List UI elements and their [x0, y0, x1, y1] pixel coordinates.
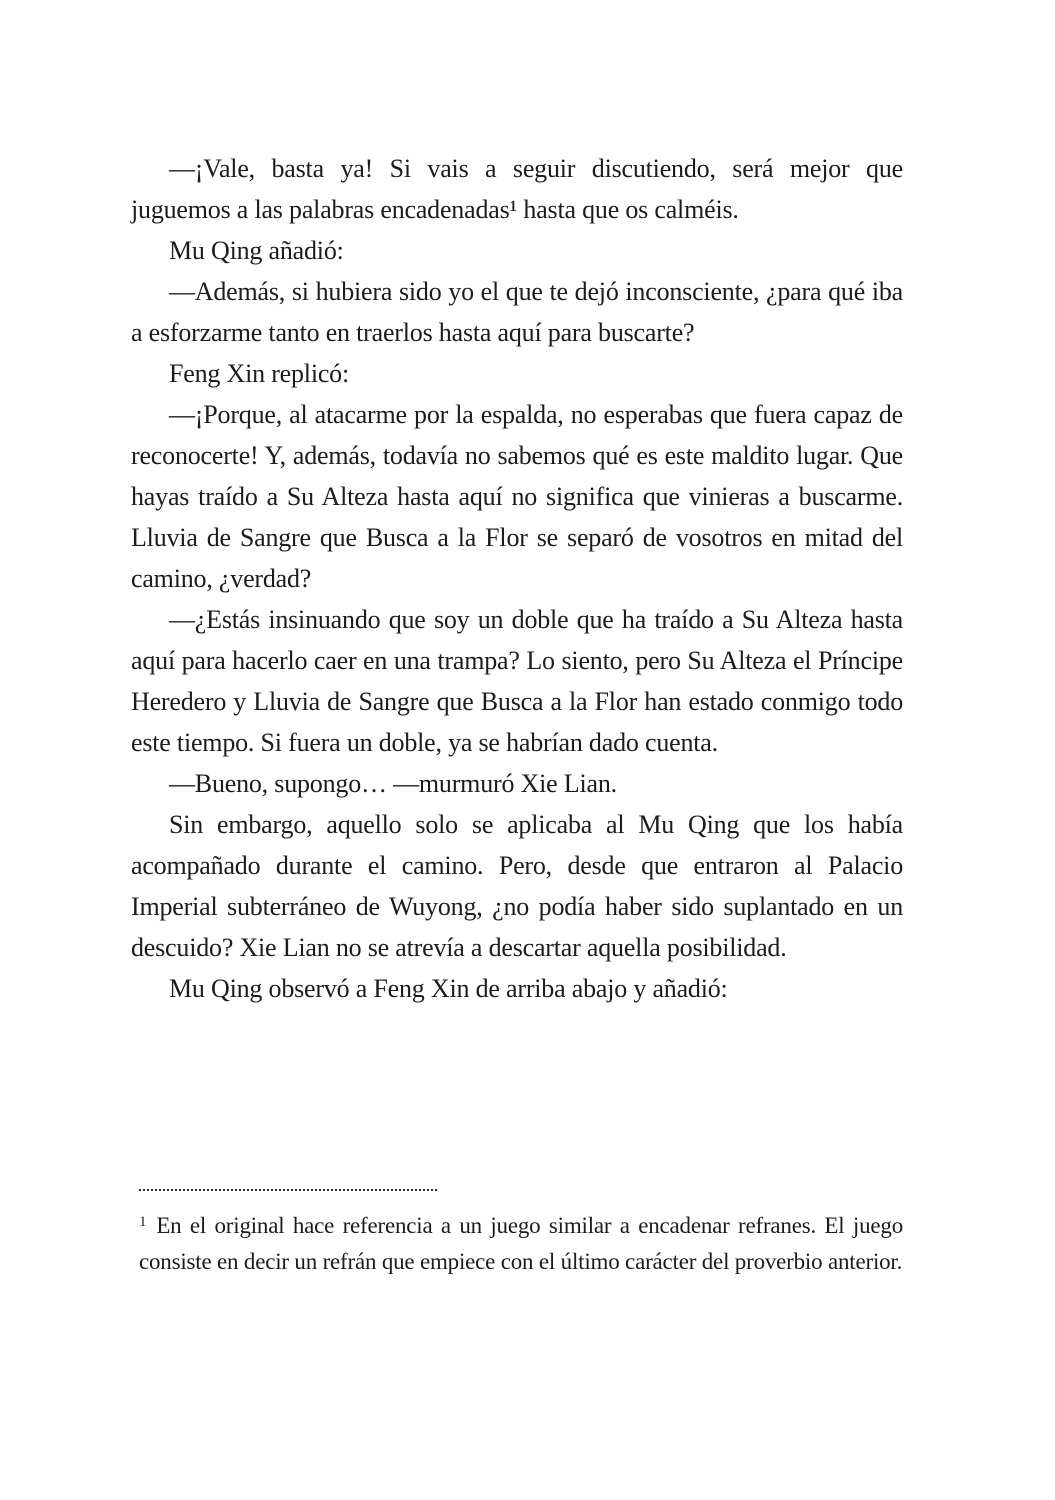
paragraph: Feng Xin replicó:	[169, 359, 350, 388]
paragraph: Sin embargo, aquello solo se aplicaba al Mu Qing que los había acompañado durante el camino. Pero, desde que entraron al Palacio Imperial subterráneo de Wuyong, ¿no podía haber sido suplantado en un descuido? Xie Lian no se atrevía a descartar aquella posibilidad.	[131, 810, 903, 962]
footnote-marker: 1	[139, 1214, 147, 1230]
footnote-text: En el original hace referencia a un juego similar a encadenar refranes. El juego consiste en decir un refrán que empiece con el último carácter del proverbio anterior.	[139, 1213, 903, 1274]
paragraph: —Además, si hubiera sido yo el que te dejó inconsciente, ¿para qué iba a esforzarme tanto en traerlos hasta aquí para buscarte?	[131, 277, 903, 347]
footnote-separator	[139, 1189, 437, 1191]
paragraph: —Bueno, supongo… —murmuró Xie Lian.	[169, 769, 617, 798]
paragraph: —¿Estás insinuando que soy un doble que ha traído a Su Alteza hasta aquí para hacerlo caer en una trampa? Lo siento, pero Su Alteza el Príncipe Heredero y Lluvia de Sangre que Busca a la Flor han estado conmigo todo este tiempo. Si fuera un doble, ya se habrían dado cuenta.	[131, 605, 903, 757]
paragraph: —¡Porque, al atacarme por la espalda, no esperabas que fuera capaz de reconocerte! Y, además, todavía no sabemos qué es este maldito lugar. Que hayas traído a Su Alteza hasta aquí no significa que vinieras a buscarme. Lluvia de Sangre que Busca a la Flor se separó de vosotros en mitad del camino, ¿verdad?	[131, 400, 903, 593]
footnote	[139, 1208, 903, 1280]
body-text-block	[131, 148, 903, 1009]
footnote-section	[139, 1189, 903, 1280]
paragraph: —¡Vale, basta ya! Si vais a seguir discutiendo, será mejor que juguemos a las palabras encadenadas¹ hasta que os calméis.	[131, 154, 903, 224]
paragraph: Mu Qing añadió:	[169, 236, 344, 265]
paragraph: Mu Qing observó a Feng Xin de arriba abajo y añadió:	[169, 974, 728, 1003]
